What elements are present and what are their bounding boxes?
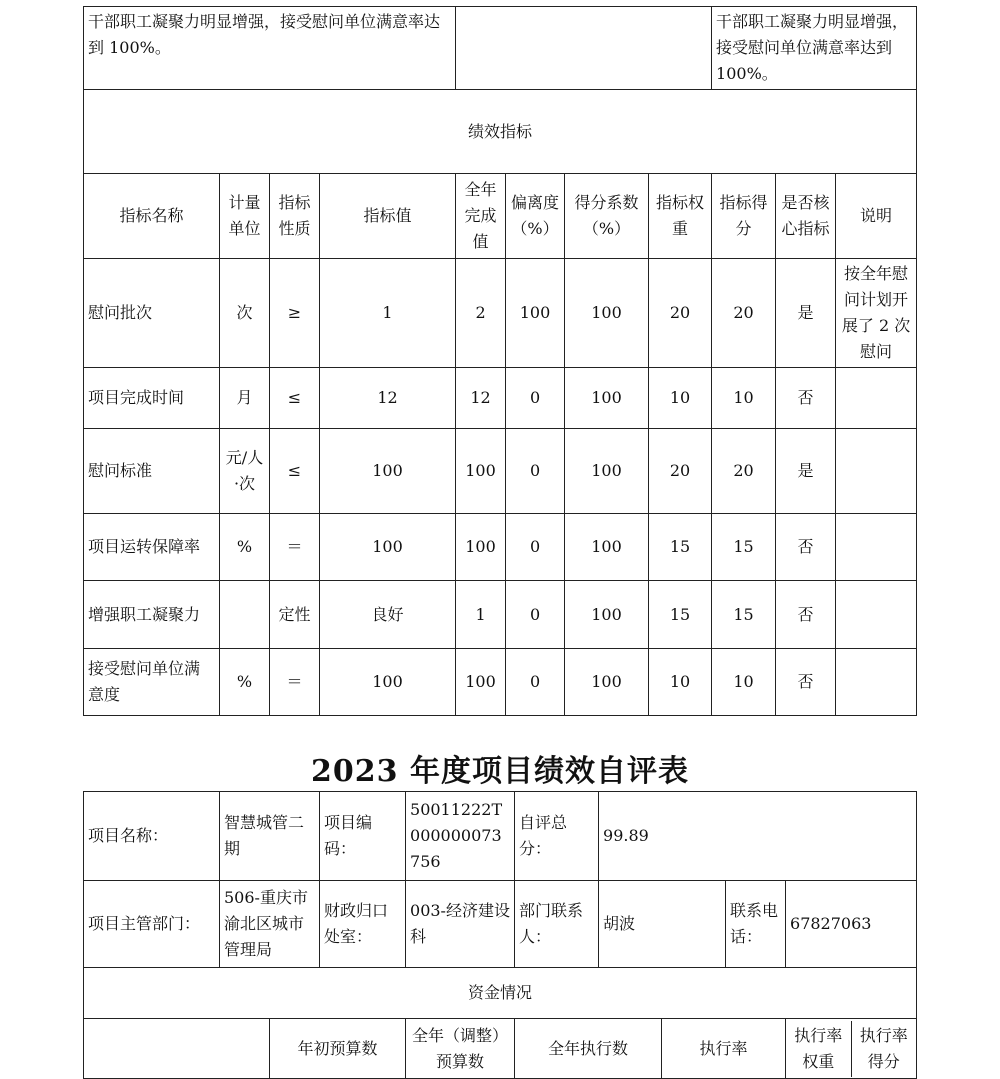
header-cell	[786, 1019, 917, 1079]
finance-value: 003-经济建设科	[406, 881, 515, 968]
target-value: 1	[320, 259, 456, 368]
header-cell: 执行率得分	[859, 1025, 908, 1071]
weight: 15	[649, 514, 712, 581]
table-row	[84, 259, 917, 368]
nature-cell: 定性	[270, 581, 320, 649]
indicator-name: 项目运转保障率	[84, 514, 220, 581]
header-cell	[84, 1019, 270, 1079]
table-row	[84, 649, 917, 716]
project-name-label: 项目名称：	[84, 792, 220, 881]
nature-cell: ≤	[270, 429, 320, 514]
phone-value: 67827063	[786, 881, 917, 968]
core-flag: 是	[776, 259, 836, 368]
deviation: 100	[506, 259, 565, 368]
header-cell: 年初预算数	[270, 1019, 406, 1079]
core-flag: 是	[776, 429, 836, 514]
remark	[836, 368, 917, 429]
goal-middle-cell	[456, 7, 712, 90]
nature-cell: ≥	[270, 259, 320, 368]
remark	[836, 581, 917, 649]
deviation: 0	[506, 429, 565, 514]
indicator-name: 接受慰问单位满意度	[84, 649, 220, 716]
header-cell: 是否核心指标	[776, 174, 836, 259]
weight: 10	[649, 649, 712, 716]
score: 10	[712, 368, 776, 429]
perf-header-row	[84, 174, 917, 259]
core-flag: 否	[776, 649, 836, 716]
deviation: 0	[506, 514, 565, 581]
project-info-table	[83, 791, 917, 1079]
funds-section-title: 资金情况	[84, 968, 917, 1019]
goal-row	[84, 7, 917, 90]
core-flag: 否	[776, 514, 836, 581]
header-cell: 指标性质	[270, 174, 320, 259]
header-cell: 全年完成值	[456, 174, 506, 259]
actual-value: 12	[456, 368, 506, 429]
performance-table	[83, 6, 917, 716]
weight: 10	[649, 368, 712, 429]
target-value: 100	[320, 429, 456, 514]
header-cell: 指标得分	[712, 174, 776, 259]
coefficient: 100	[565, 649, 649, 716]
deviation: 0	[506, 649, 565, 716]
dept-value: 506-重庆市渝北区城市管理局	[220, 881, 320, 968]
header-cell: 全年执行数	[515, 1019, 662, 1079]
finance-label: 财政归口处室：	[320, 881, 406, 968]
score: 10	[712, 649, 776, 716]
header-cell: 计量单位	[220, 174, 270, 259]
table-row	[84, 581, 917, 649]
project-name-value: 智慧城管二期	[220, 792, 320, 881]
weight: 15	[649, 581, 712, 649]
nature-cell: ＝	[270, 514, 320, 581]
perf-section-title: 绩效指标	[84, 90, 917, 174]
actual-value: 1	[456, 581, 506, 649]
indicator-name: 增强职工凝聚力	[84, 581, 220, 649]
unit-cell: 月	[220, 368, 270, 429]
nature-cell: ≤	[270, 368, 320, 429]
weight: 20	[649, 429, 712, 514]
unit-cell: %	[220, 649, 270, 716]
score: 20	[712, 259, 776, 368]
weight: 20	[649, 259, 712, 368]
phone-label: 联系电话：	[726, 881, 786, 968]
score: 15	[712, 581, 776, 649]
header-cell: 执行率	[662, 1019, 786, 1079]
score: 15	[712, 514, 776, 581]
nature-cell: ＝	[270, 649, 320, 716]
remark: 按全年慰问计划开展了 2 次慰问	[836, 259, 917, 368]
goal-left-cell: 干部职工凝聚力明显增强，接受慰问单位满意率达到 100%。	[84, 7, 456, 90]
header-cell: 指标权重	[649, 174, 712, 259]
project-row-1	[84, 792, 917, 881]
deviation: 0	[506, 368, 565, 429]
goal-right-cell: 干部职工凝聚力明显增强，接受慰问单位满意率达到 100%。	[712, 7, 917, 90]
indicator-name: 慰问批次	[84, 259, 220, 368]
unit-cell: %	[220, 514, 270, 581]
table-row	[84, 514, 917, 581]
target-value: 100	[320, 649, 456, 716]
coefficient: 100	[565, 259, 649, 368]
core-flag: 否	[776, 368, 836, 429]
target-value: 12	[320, 368, 456, 429]
indicator-name: 慰问标准	[84, 429, 220, 514]
table-row	[84, 429, 917, 514]
page-title: 2023 年度项目绩效自评表	[311, 754, 689, 789]
target-value: 100	[320, 514, 456, 581]
funds-header-row	[84, 1019, 917, 1079]
remark	[836, 514, 917, 581]
core-flag: 否	[776, 581, 836, 649]
score: 20	[712, 429, 776, 514]
header-cell: 偏离度（%）	[506, 174, 565, 259]
project-code-value: 50011222T000000073756	[406, 792, 515, 881]
header-cell: 全年（调整）预算数	[406, 1019, 515, 1079]
coefficient: 100	[565, 368, 649, 429]
header-cell: 得分系数（%）	[565, 174, 649, 259]
unit-cell	[220, 581, 270, 649]
score-value: 99.89	[599, 792, 917, 881]
header-cell: 指标值	[320, 174, 456, 259]
header-cell: 执行率权重	[786, 1021, 852, 1077]
unit-cell: 次	[220, 259, 270, 368]
deviation: 0	[506, 581, 565, 649]
remark	[836, 649, 917, 716]
project-row-2	[84, 881, 917, 968]
actual-value: 2	[456, 259, 506, 368]
dept-label: 项目主管部门：	[84, 881, 220, 968]
contact-label: 部门联系人：	[515, 881, 599, 968]
actual-value: 100	[456, 514, 506, 581]
actual-value: 100	[456, 429, 506, 514]
unit-cell: 元/人·次	[220, 429, 270, 514]
indicator-name: 项目完成时间	[84, 368, 220, 429]
target-value: 良好	[320, 581, 456, 649]
coefficient: 100	[565, 514, 649, 581]
contact-value: 胡波	[599, 881, 726, 968]
remark	[836, 429, 917, 514]
project-code-label: 项目编码：	[320, 792, 406, 881]
actual-value: 100	[456, 649, 506, 716]
coefficient: 100	[565, 429, 649, 514]
coefficient: 100	[565, 581, 649, 649]
header-cell: 指标名称	[84, 174, 220, 259]
table-row	[84, 368, 917, 429]
score-label: 自评总分：	[515, 792, 599, 881]
header-cell: 说明	[836, 174, 917, 259]
